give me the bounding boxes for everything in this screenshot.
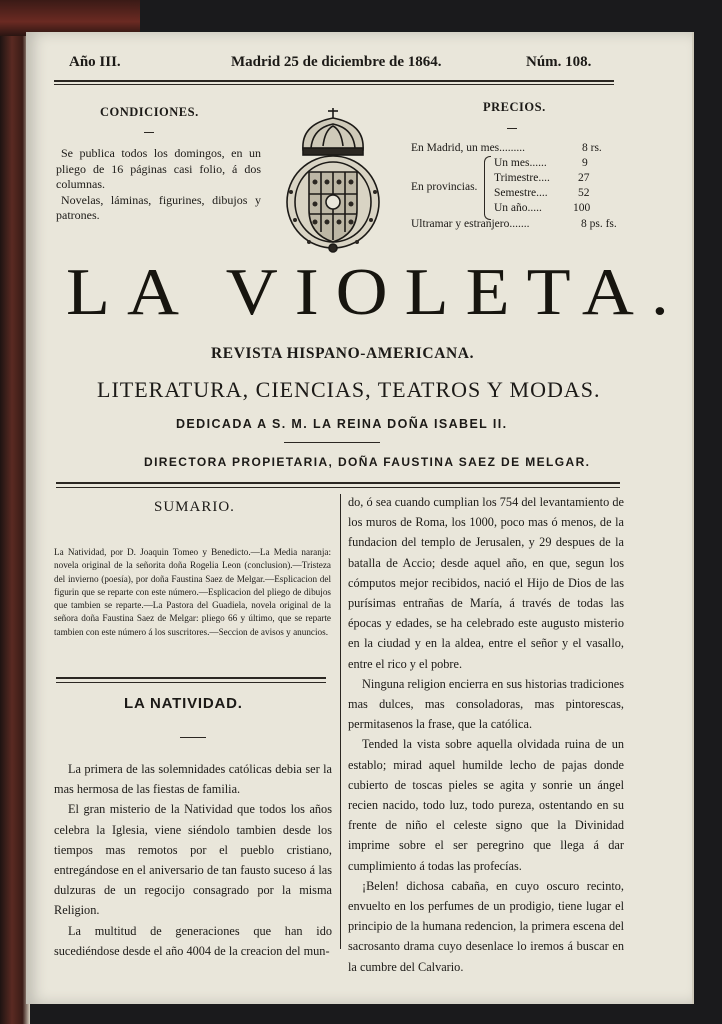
article-right-column bbox=[348, 492, 624, 977]
price-row-label: Un mes bbox=[494, 157, 530, 169]
price-row-label: Semestre bbox=[494, 187, 537, 199]
newspaper-page bbox=[26, 32, 692, 1004]
article-title: LA NATIVIDAD. bbox=[124, 695, 243, 712]
price-row-label: Un año bbox=[494, 202, 528, 214]
precios-dash bbox=[507, 128, 517, 129]
price-ultramar-value: 8 ps. fs. bbox=[581, 218, 617, 230]
masthead-director: DIRECTORA PROPIETARIA, DOÑA FAUSTINA SAEZ DE MELGAR. bbox=[144, 455, 591, 469]
condiciones-line-2: Novelas, láminas, figurines, dibujos y patrones. bbox=[56, 192, 261, 222]
price-row-value: 9 bbox=[582, 157, 588, 169]
article-paragraph: do, ó sea cuando cumplian los 754 del levantamiento de los muros de Roma, los 1000, poco mas ó menos, de la fundacion del templo de Jerusalen, y 29 despues de la batalla de Accio; desde aquel año, en que, segun los cómputos mejor recibidos, nació el Hijo de Dios de las purísimas entrañas de María, á través de todas las épocas y edades, se ha celebrado este augusto misterio en la ciudad y en la aldea, entre el señor y el vasallo, entre el rico y el pobre. bbox=[348, 495, 624, 671]
masthead-bottom-rule bbox=[56, 482, 620, 484]
price-row: Un año..... bbox=[494, 202, 542, 214]
masthead-title: LA VIOLETA. bbox=[66, 254, 686, 329]
article-paragraph: La multitud de generaciones que han ido sucediéndose desde el año 4004 de la creacion del mun- bbox=[54, 923, 332, 958]
article-paragraph: Ninguna religion encierra en sus historias tradiciones mas dulces, mas consoladoras, mas pintorescas, permitasenos la frase, que la católica. bbox=[348, 676, 624, 732]
price-row-label: Trimestre bbox=[494, 172, 539, 184]
header-rule bbox=[54, 80, 614, 82]
article-paragraph: La primera de las solemnidades católicas debia ser la mas hermosa de las fiestas de familia. bbox=[54, 762, 332, 797]
sumario-rule-thin bbox=[56, 682, 326, 683]
sumario-block bbox=[54, 546, 331, 639]
condiciones-block bbox=[56, 146, 261, 224]
price-ultramar-label: Ultramar y estranjero bbox=[411, 218, 510, 230]
royal-coat-of-arms-icon bbox=[281, 102, 385, 254]
masthead-bottom-rule-thin bbox=[56, 487, 620, 488]
masthead-subtitle: REVISTA HISPANO-AMERICANA. bbox=[211, 345, 475, 362]
article-paragraph: ¡Belen! dichosa cabaña, en cuyo oscuro recinto, envuelto en los perfumes de un prodigio, tiene lugar el principio de la humana redencion, la primera escena del sacrosanto drama cuyo desenlace lo iremos á buscar en la cumbre del Calvario. bbox=[348, 878, 624, 974]
condiciones-line-1: Se publica todos los domingos, en un pliego de 16 páginas casi folio, á dos columnas. bbox=[56, 146, 261, 191]
condiciones-dash bbox=[144, 132, 154, 133]
price-madrid-value: 8 rs. bbox=[582, 142, 602, 154]
masthead-dedication: DEDICADA A S. M. LA REINA DOÑA ISABEL II. bbox=[176, 417, 508, 431]
article-left-column bbox=[54, 759, 332, 961]
price-provincias-label: En provincias. bbox=[411, 181, 478, 193]
binding-top bbox=[0, 0, 140, 36]
column-divider bbox=[340, 494, 341, 949]
price-madrid-label: En Madrid, un mes. bbox=[411, 142, 503, 154]
header-rule-thin bbox=[54, 84, 614, 85]
price-row-value: 52 bbox=[578, 187, 590, 199]
price-madrid: En Madrid, un mes......... bbox=[411, 142, 526, 154]
article-title-dash bbox=[180, 737, 206, 738]
price-row: Un mes...... bbox=[494, 157, 547, 169]
sumario-text: La Natividad, por D. Joaquin Tomeo y Benedicto.—La Media naranja: novela original de la señorita doña Rogelia Leon (conclusion).—Tristeza del invierno (poesía), por doña Faustina Saez de Melgar.—Esplicacion del figurin que se reparte con este número.—Esplicacion del pliego de dibujos que tambien se reparte.—La Pastora del Guadiela, novela original de la señora doña Faustina Saez de Melgar: pliego 66 y último, que se reparte tambien con este número á los suscritores.—Seccion de avisos y anuncios. bbox=[54, 547, 331, 637]
price-row-value: 100 bbox=[573, 202, 591, 214]
issue-date: Madrid 25 de diciembre de 1864. bbox=[231, 54, 442, 70]
condiciones-title: CONDICIONES. bbox=[100, 105, 199, 119]
price-ultramar: Ultramar y estranjero....... bbox=[411, 218, 530, 230]
article-paragraph: Tended la vista sobre aquella olvidada ruina de un establo; mirad aquel humilde lecho de pajas donde cubierto de toscas pieles se agita y sonrie un ángel recien nacido, todo luz, todo pureza, ostentando en su frente de niño el celeste signo que la Divinidad imprime sobre el ser peregrino que llega á dar cumplimiento á todas las profecías. bbox=[348, 737, 624, 873]
masthead-divider bbox=[284, 442, 380, 443]
precios-title: PRECIOS. bbox=[483, 100, 546, 114]
sumario-title: SUMARIO. bbox=[154, 499, 235, 515]
article-paragraph: El gran misterio de la Natividad que todos los años celebra la Iglesia, viene siéndolo tambien desde los tiempos mas remotos por el pueblo cristiano, entregándose en el aniversario de tan fausto suceso á las dulzuras de un regocijo consagrado por la misma Religion. bbox=[54, 802, 332, 918]
price-row-value: 27 bbox=[578, 172, 590, 184]
issue-year: Año III. bbox=[69, 54, 121, 70]
issue-number: Núm. 108. bbox=[526, 54, 592, 70]
price-row: Semestre.... bbox=[494, 187, 548, 199]
masthead-topics: LITERATURA, CIENCIAS, TEATROS Y MODAS. bbox=[97, 377, 601, 402]
provincias-brace bbox=[484, 156, 491, 220]
sumario-rule bbox=[56, 677, 326, 679]
price-row: Trimestre.... bbox=[494, 172, 550, 184]
